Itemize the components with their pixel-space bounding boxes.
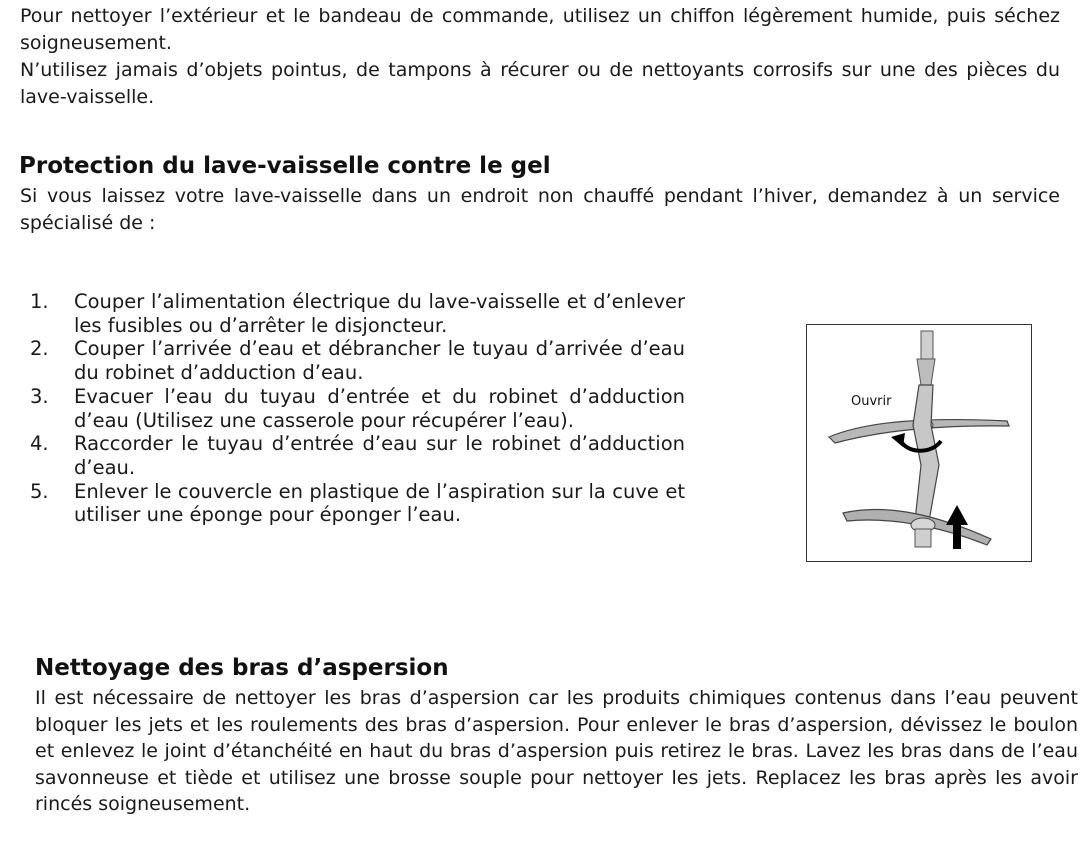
step-text: Couper l’arrivée d’eau et débrancher le tuyau d’arrivée d’eau du robinet d’adduction d’eau. xyxy=(74,337,685,385)
step-number: 5. xyxy=(30,479,49,503)
spray-arms-heading: Nettoyage des bras d’aspersion xyxy=(35,655,449,681)
figure-label-ouvrir: Ouvrir xyxy=(851,394,892,409)
step-item xyxy=(30,337,685,384)
step-text: Evacuer l’eau du tuyau d’entrée et du robinet d’adduction d’eau (Utilisez une casserole pour récupérer l’eau). xyxy=(74,384,685,432)
frost-steps-list xyxy=(30,290,685,527)
step-number: 1. xyxy=(30,290,49,313)
spray-arm-figure xyxy=(806,324,1032,562)
frost-heading: Protection du lave-vaisselle contre le gel xyxy=(19,153,551,179)
step-item xyxy=(30,432,685,479)
step-text: Couper l’alimentation électrique du lave-vaisselle et d’enlever les fusibles ou d’arrêter le disjoncteur. xyxy=(74,290,685,337)
step-item xyxy=(30,480,685,527)
intro-paragraph-2: N’utilisez jamais d’objets pointus, de tampons à récurer ou de nettoyants corrosifs sur une des pièces du lave-vaisselle. xyxy=(20,59,1060,108)
step-text: Raccorder le tuyau d’entrée d’eau sur le robinet d’adduction d’eau. xyxy=(74,432,685,479)
step-number: 2. xyxy=(30,337,49,361)
step-number: 4. xyxy=(30,432,49,456)
step-text: Enlever le couvercle en plastique de l’aspiration sur la cuve et utiliser une éponge pour éponger l’eau. xyxy=(74,479,685,527)
step-item xyxy=(30,290,685,337)
step-item xyxy=(30,385,685,432)
spray-arms-paragraph: Il est nécessaire de nettoyer les bras d’aspersion car les produits chimiques contenus dans l’eau peuvent bloquer les jets et les roulements des bras d’aspersion. Pour enlever le bras d’aspersion, dévissez le boulon et enlevez le joint d’étanchéité en haut du bras d’aspersion puis retirez le bras. Lavez les bras dans de l’eau savonneuse et tiède et utilisez une brosse souple pour nettoyer les jets. Replacez les bras après les avoir rincés soigneusement. xyxy=(35,687,1078,815)
step-number: 3. xyxy=(30,384,49,408)
intro-paragraph-1: Pour nettoyer l’extérieur et le bandeau de commande, utilisez un chiffon légèrement humide, puis séchez soigneusement. xyxy=(20,5,1060,54)
frost-intro: Si vous laissez votre lave-vaisselle dans un endroit non chauffé pendant l’hiver, demandez à un service spécialisé de : xyxy=(20,185,1060,234)
spray-arm-illustration xyxy=(807,325,1030,560)
